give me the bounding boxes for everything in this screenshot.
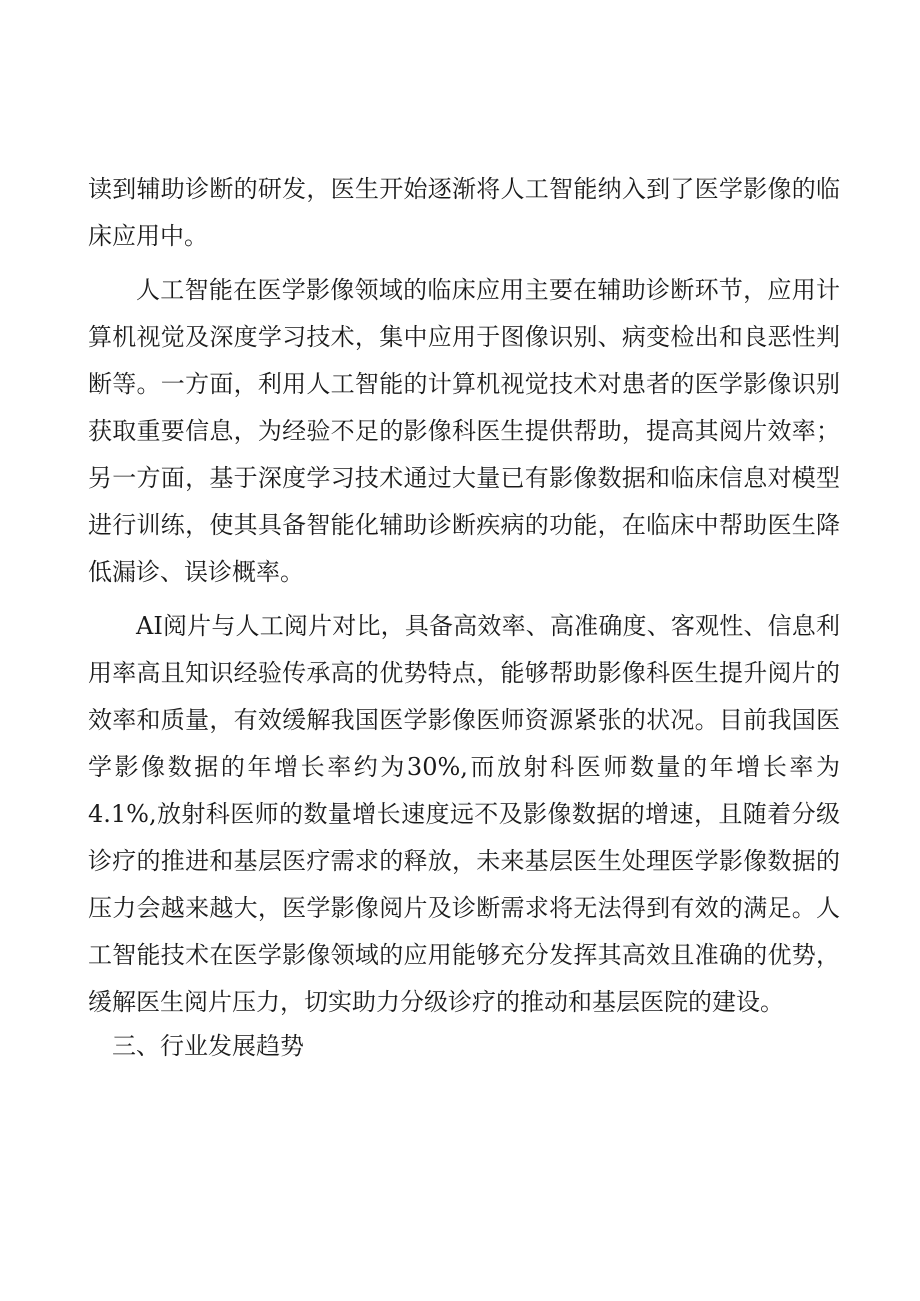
paragraph-continuation: 读到辅助诊断的研发，医生开始逐渐将人工智能纳入到了医学影像的临床应用中。 <box>88 175 840 250</box>
paragraph-ai-reading-comparison: AI阅片与人工阅片对比，具备高效率、高准确度、客观性、信息利用率高且知识经验传承高的优势特点，能够帮助影像科医生提升阅片的效率和质量，有效缓解我国医学影像医师资源紧张的状况。目前我国医学影像数据的年增长率约为30%,而放射科医师数量的年增长率为4.1%,放射科医师的数量增长速度远不及影像数据的增速，且随着分级诊疗的推进和基层医疗需求的释放，未来基层医生处理医学影像数据的压力会越来越大，医学影像阅片及诊断需求将无法得到有效的满足。人工智能技术在医学影像领域的应用能够充分发挥其高效且准确的优势，缓解医生阅片压力，切实助力分级诊疗的推动和基层医院的建设。 <box>88 612 840 1016</box>
section-heading: 三、行业发展趋势 <box>112 1032 304 1060</box>
paragraph-clinical-application: 人工智能在医学影像领域的临床应用主要在辅助诊断环节，应用计算机视觉及深度学习技术，集中应用于图像识别、病变检出和良恶性判断等。一方面，利用人工智能的计算机视觉技术对患者的医学影像识别获取重要信息，为经验不足的影像科医生提供帮助，提高其阅片效率；另一方面，基于深度学习技术通过大量已有影像数据和临床信息对模型进行训练，使其具备智能化辅助诊断疾病的功能，在临床中帮助医生降低漏诊、误诊概率。 <box>88 276 840 586</box>
document-page <box>88 166 840 1066</box>
